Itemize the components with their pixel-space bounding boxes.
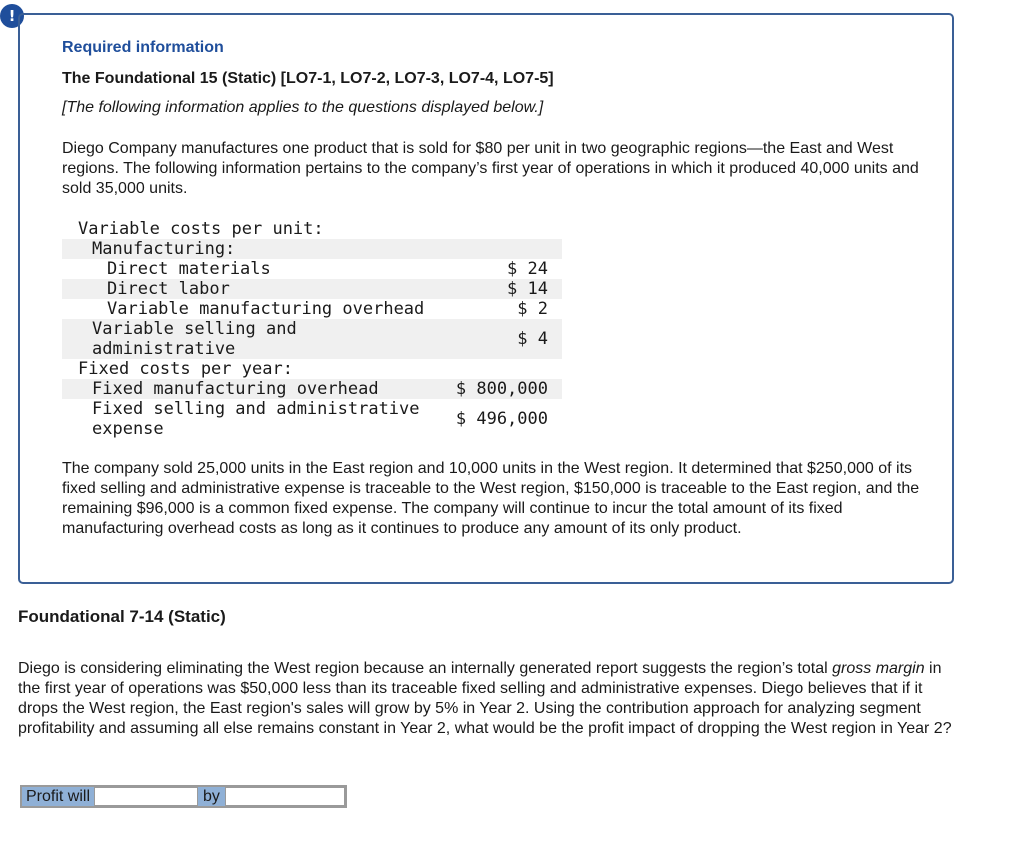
detail-paragraph: The company sold 25,000 units in the East region and 10,000 units in the West region. It determined that $250,000 of its fixed selling and administrative expense is traceable to the West region, $150,000 is traceable to the East region, and the remaining $96,000 is a common fixed expense. The company will continue to incur the total amount of its fixed manufacturing overhead costs as long as it continues to produce any amount of its only product. xyxy=(62,460,920,537)
fixed-selling-admin-row xyxy=(62,399,562,439)
variable-costs-label: Variable costs per unit: xyxy=(78,219,324,239)
question-text-1: Diego is considering eliminating the West region because an internally generated report suggests the region’s total xyxy=(18,660,833,677)
required-title: Required information xyxy=(62,39,224,56)
variable-selling-admin-label-2: administrative xyxy=(92,339,236,359)
profit-will-label: Profit will xyxy=(22,787,94,806)
variable-costs-header xyxy=(62,219,562,239)
fixed-selling-admin-label-2: expense xyxy=(92,419,164,439)
section-title: Foundational 7-14 (Static) xyxy=(18,607,226,626)
direct-materials-row xyxy=(62,259,562,279)
info-note: [The following information applies to the questions displayed below.] xyxy=(62,99,544,116)
question-text-2: in the first year of operations was $50,000 less than its traceable fixed selling and administrative expenses. Diego believes that if it drops the West region, the East region's sales will grow by 5% in Year 2. Using the contribution approach for analyzing segment profitability and assuming all else remains constant in Year 2, what would be the profit impact of dropping the West region in Year 2? xyxy=(18,660,952,737)
variable-selling-admin-label-1: Variable selling and xyxy=(92,319,297,339)
cost-table xyxy=(62,219,562,439)
variable-selling-admin-row xyxy=(62,319,562,359)
variable-mfg-overhead-value: $ 2 xyxy=(517,299,548,319)
fixed-selling-admin-label-1: Fixed selling and administrative xyxy=(92,399,420,419)
direct-labor-label: Direct labor xyxy=(107,279,230,299)
direct-labor-row xyxy=(62,279,562,299)
problem-subtitle: The Foundational 15 (Static) [LO7-1, LO7-2, LO7-3, LO7-4, LO7-5] xyxy=(62,70,554,87)
fixed-costs-label: Fixed costs per year: xyxy=(78,359,293,379)
direct-materials-value: $ 24 xyxy=(507,259,548,279)
profit-direction-select[interactable] xyxy=(94,787,198,806)
by-label: by xyxy=(198,787,225,806)
variable-selling-admin-value: $ 4 xyxy=(517,329,548,349)
direct-materials-label: Direct materials xyxy=(107,259,271,279)
answer-row xyxy=(20,785,347,808)
variable-mfg-overhead-row xyxy=(62,299,562,319)
direct-labor-value: $ 14 xyxy=(507,279,548,299)
fixed-mfg-overhead-label: Fixed manufacturing overhead xyxy=(92,379,379,399)
fixed-selling-admin-value: $ 496,000 xyxy=(455,409,548,429)
alert-icon: ! xyxy=(0,4,24,28)
manufacturing-label: Manufacturing: xyxy=(92,239,236,259)
question-paragraph xyxy=(18,659,958,739)
question-emphasis: gross margin xyxy=(832,660,925,677)
manufacturing-header xyxy=(62,239,562,259)
variable-mfg-overhead-label: Variable manufacturing overhead xyxy=(107,299,425,319)
fixed-costs-header xyxy=(62,359,562,379)
fixed-mfg-overhead-row xyxy=(62,379,562,399)
fixed-mfg-overhead-value: $ 800,000 xyxy=(455,379,548,399)
intro-paragraph: Diego Company manufactures one product that is sold for $80 per unit in two geographic regions—the East and West regions. The following information pertains to the company’s first year of operations in which it produced 40,000 units and sold 35,000 units. xyxy=(62,140,919,197)
profit-amount-input[interactable] xyxy=(225,787,345,806)
